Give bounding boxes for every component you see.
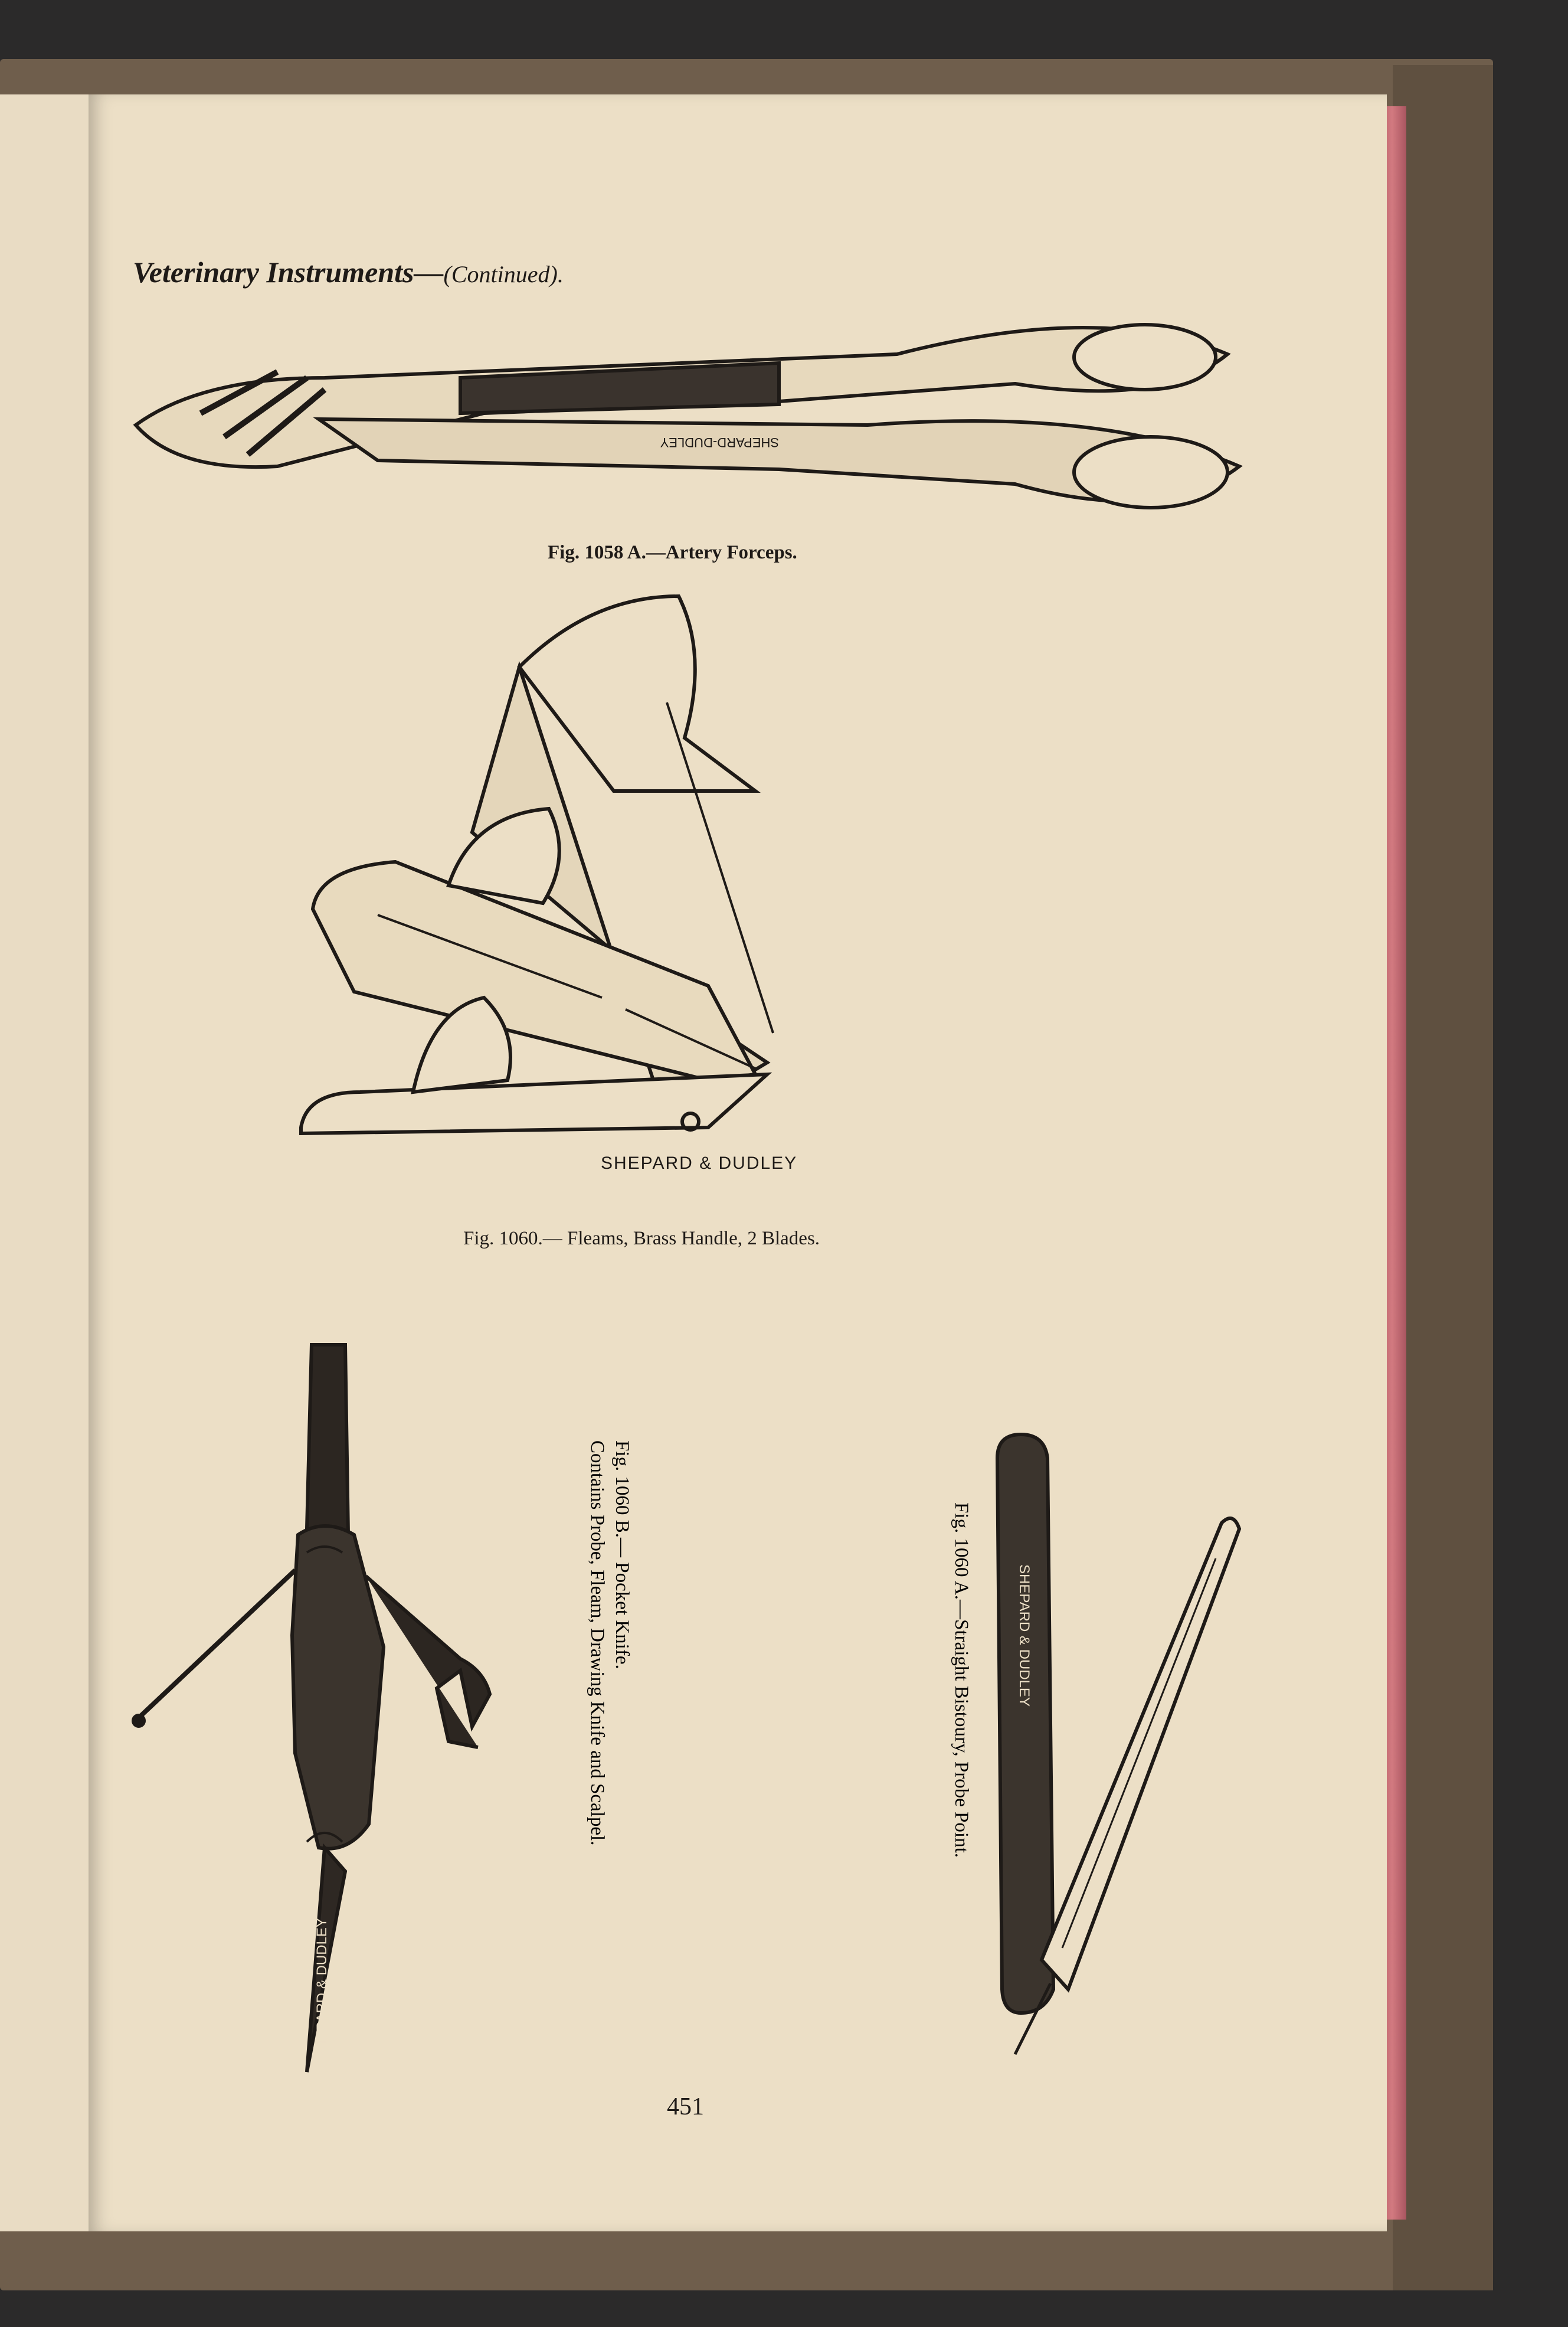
header-continued: (Continued).: [443, 261, 564, 287]
pocket-knife-illustration: [130, 1340, 567, 2072]
caption-fig-1060b-line1: Fig. 1060 B.— Pocket Knife.: [611, 1440, 633, 1669]
book-spine-edge: [1393, 65, 1493, 2290]
pocket-knife-engraved-mark: SHEPARD & DUDLEY: [314, 1918, 330, 2060]
fleams-engraved-mark: SHEPARD & DUDLEY: [601, 1153, 798, 1173]
bistoury-illustration: [986, 1429, 1251, 2066]
page-header: [133, 255, 564, 289]
header-title: Veterinary Instruments: [133, 256, 414, 289]
header-dash: —: [414, 256, 444, 289]
artery-forceps-illustration: [130, 289, 1251, 525]
bistoury-engraved-mark: SHEPARD & DUDLEY: [1016, 1564, 1032, 1707]
caption-fig-1060: Fig. 1060.— Fleams, Brass Handle, 2 Blades.: [463, 1228, 820, 1249]
caption-fig-1058a: Fig. 1058 A.—Artery Forceps.: [548, 542, 797, 563]
caption-fig-1060b: [585, 1440, 634, 1845]
caption-fig-1060b-line2: Contains Probe, Fleam, Drawing Knife and Scalpel.: [587, 1440, 608, 1846]
forceps-engraved-mark: SHEPARD-DUDLEY: [660, 435, 779, 450]
page-number: 451: [667, 2093, 704, 2120]
caption-fig-1060a: Fig. 1060 A.—Straight Bistoury, Probe Point.: [951, 1502, 972, 1858]
previous-page-sliver: [0, 94, 89, 2231]
fleams-illustration: [295, 584, 1098, 1216]
